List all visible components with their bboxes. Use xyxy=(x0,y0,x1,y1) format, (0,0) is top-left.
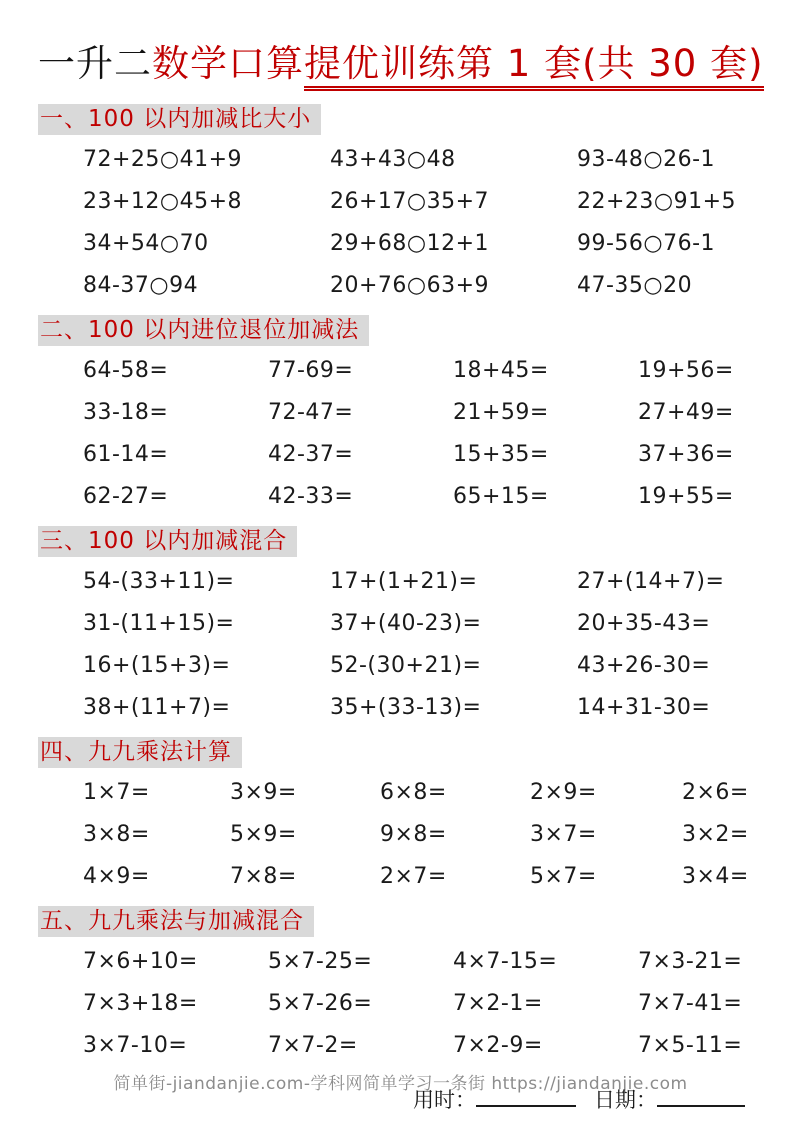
section-carry-borrow xyxy=(38,307,763,518)
problem: 3×7= xyxy=(530,822,597,847)
problem: 7×5-11= xyxy=(638,1033,743,1058)
problem: 9×8= xyxy=(380,822,447,847)
problem: 26+17○35+7 xyxy=(330,189,490,214)
problem: 54-(33+11)= xyxy=(83,569,235,594)
problem: 43+26-30= xyxy=(577,653,711,678)
problem: 62-27= xyxy=(83,484,169,509)
page-footer xyxy=(38,1069,763,1114)
problem: 7×6+10= xyxy=(83,949,198,974)
problem: 3×7-10= xyxy=(83,1033,188,1058)
problem: 27+(14+7)= xyxy=(577,569,725,594)
time-blank-line xyxy=(476,1084,576,1107)
problem: 65+15= xyxy=(453,484,549,509)
problem: 18+45= xyxy=(453,358,549,383)
problem: 15+35= xyxy=(453,442,549,467)
problem-grid-1 xyxy=(38,139,763,307)
problem: 27+49= xyxy=(638,400,734,425)
problem: 31-(11+15)= xyxy=(83,611,235,636)
problem: 38+(11+7)= xyxy=(83,695,231,720)
title-set-part: 提优训练第 1 套(共 30 套) xyxy=(304,42,764,91)
problem: 7×2-9= xyxy=(453,1033,543,1058)
problem: 42-33= xyxy=(268,484,354,509)
problem: 35+(33-13)= xyxy=(330,695,482,720)
problem: 61-14= xyxy=(83,442,169,467)
section-heading-2: 二、100 以内进位退位加减法 xyxy=(38,315,369,346)
problem-grid-2 xyxy=(38,350,763,518)
problem: 34+54○70 xyxy=(83,231,209,256)
problem: 6×8= xyxy=(380,780,447,805)
date-blank-line xyxy=(657,1084,745,1107)
problem: 84-37○94 xyxy=(83,273,199,298)
problem: 7×2-1= xyxy=(453,991,543,1016)
problem: 23+12○45+8 xyxy=(83,189,243,214)
problem: 21+59= xyxy=(453,400,549,425)
problem: 64-58= xyxy=(83,358,169,383)
problem: 4×9= xyxy=(83,864,150,889)
problem: 42-37= xyxy=(268,442,354,467)
problem: 47-35○20 xyxy=(577,273,693,298)
problem: 29+68○12+1 xyxy=(330,231,490,256)
problem: 33-18= xyxy=(83,400,169,425)
section-mixed-add-sub xyxy=(38,518,763,729)
problem: 4×7-15= xyxy=(453,949,558,974)
time-label: 用时： xyxy=(413,1088,476,1112)
problem: 20+76○63+9 xyxy=(330,273,490,298)
problem: 5×7-25= xyxy=(268,949,373,974)
section-heading-3: 三、100 以内加减混合 xyxy=(38,526,297,557)
problem: 7×3+18= xyxy=(83,991,198,1016)
problem: 72+25○41+9 xyxy=(83,147,243,172)
problem: 14+31-30= xyxy=(577,695,711,720)
section-heading-4: 四、九九乘法计算 xyxy=(38,737,242,768)
problem-grid-5 xyxy=(38,941,763,1067)
problem: 37+(40-23)= xyxy=(330,611,482,636)
problem: 5×7= xyxy=(530,864,597,889)
problem: 7×8= xyxy=(230,864,297,889)
problem: 17+(1+21)= xyxy=(330,569,478,594)
problem: 37+36= xyxy=(638,442,734,467)
problem: 2×7= xyxy=(380,864,447,889)
problem: 99-56○76-1 xyxy=(577,231,716,256)
problem: 43+43○48 xyxy=(330,147,456,172)
problem: 72-47= xyxy=(268,400,354,425)
problem: 1×7= xyxy=(83,780,150,805)
section-compare xyxy=(38,96,763,307)
section-mult-mixed xyxy=(38,898,763,1067)
date-label: 日期： xyxy=(594,1088,657,1112)
problem: 7×7-41= xyxy=(638,991,743,1016)
problem: 22+23○91+5 xyxy=(577,189,737,214)
problem: 3×9= xyxy=(230,780,297,805)
watermark-text: 简单街-jiandanjie.com-学科网简单学习一条街 https://jiandanjie.com xyxy=(113,1074,688,1094)
section-multiplication xyxy=(38,729,763,898)
problem: 2×9= xyxy=(530,780,597,805)
problem: 20+35-43= xyxy=(577,611,711,636)
problem: 19+56= xyxy=(638,358,734,383)
title-subject-part: 数学口算 xyxy=(152,42,304,85)
problem: 3×8= xyxy=(83,822,150,847)
section-heading-5: 五、九九乘法与加减混合 xyxy=(38,906,314,937)
problem: 5×7-26= xyxy=(268,991,373,1016)
problem: 93-48○26-1 xyxy=(577,147,716,172)
problem: 3×4= xyxy=(682,864,749,889)
problem: 7×7-2= xyxy=(268,1033,358,1058)
problem-grid-3 xyxy=(38,561,763,729)
problem: 7×3-21= xyxy=(638,949,743,974)
problem: 52-(30+21)= xyxy=(330,653,482,678)
section-heading-1: 一、100 以内加减比大小 xyxy=(38,104,321,135)
problem: 77-69= xyxy=(268,358,354,383)
page-title xyxy=(38,38,763,90)
problem: 5×9= xyxy=(230,822,297,847)
problem: 2×6= xyxy=(682,780,749,805)
problem: 19+55= xyxy=(638,484,734,509)
problem: 16+(15+3)= xyxy=(83,653,231,678)
problem: 3×2= xyxy=(682,822,749,847)
title-grade-part: 一升二 xyxy=(38,42,152,85)
problem-grid-4 xyxy=(38,772,763,898)
